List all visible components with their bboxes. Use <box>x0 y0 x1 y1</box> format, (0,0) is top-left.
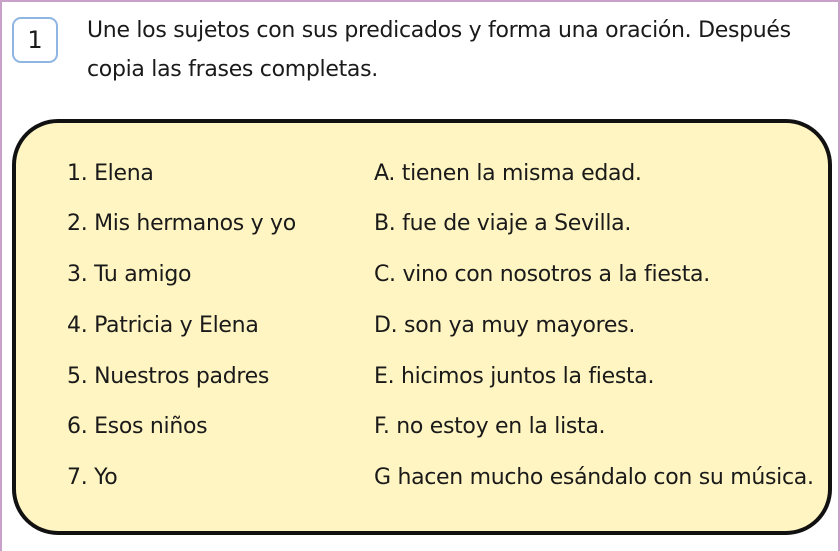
matching-panel <box>12 119 832 535</box>
subject-item: 6. Esos niños <box>67 414 208 439</box>
exercise-number-badge <box>12 17 58 63</box>
predicate-item: C. vino con nosotros a la fiesta. <box>374 262 710 287</box>
predicate-item: F. no estoy en la lista. <box>374 414 606 439</box>
exercise-number: 1 <box>27 26 43 54</box>
frame-top-border <box>0 0 840 2</box>
subject-item: 5. Nuestros padres <box>67 364 270 389</box>
predicate-item: D. son ya muy mayores. <box>374 313 636 338</box>
exercise-instruction: Une los sujetos con sus predicados y forma una oración. Después copia las frases completas. <box>87 18 791 82</box>
predicate-item: B. fue de viaje a Sevilla. <box>374 211 632 236</box>
predicate-item: A. tienen la misma edad. <box>374 161 642 186</box>
frame-left-border <box>0 0 2 551</box>
predicate-item: E. hicimos juntos la fiesta. <box>374 364 655 389</box>
subject-item: 7. Yo <box>67 465 118 490</box>
subject-item: 2. Mis hermanos y yo <box>67 211 296 236</box>
subject-item: 4. Patricia y Elena <box>67 313 259 338</box>
predicate-item: G hacen mucho esándalo con su música. <box>374 465 814 490</box>
subject-item: 3. Tu amigo <box>67 262 192 287</box>
subject-item: 1. Elena <box>67 161 154 186</box>
